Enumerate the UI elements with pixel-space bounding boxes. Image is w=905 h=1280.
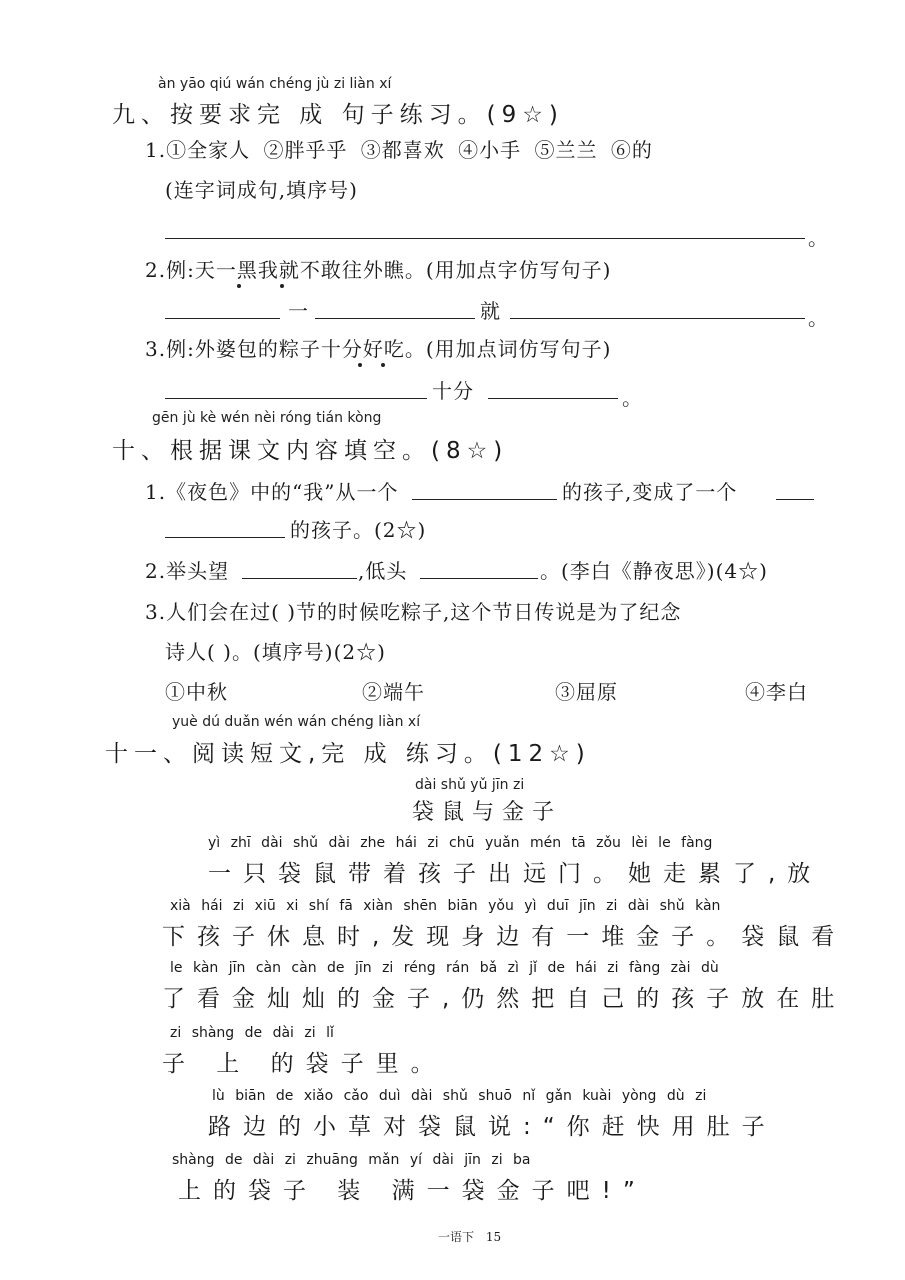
answer-blank-q9-3b[interactable]	[488, 398, 618, 399]
section9-q3-example: 3.例:外婆包的粽子十分好吃。(用加点词仿写句子)	[145, 337, 612, 361]
section10-title: 十、根据课文内容填空。(8☆)	[112, 438, 509, 464]
story-text-line: 下孩子休息时,发现身边有一堆金子。袋鼠看	[162, 924, 847, 950]
section10-q2-part-b: ,低头	[358, 559, 408, 583]
section9-pinyin: àn yāo qiú wán chéng jù zi liàn xí	[158, 76, 392, 92]
emphasis-dot	[280, 284, 284, 288]
answer-blank-q9-2a[interactable]	[165, 318, 280, 319]
answer-blank-q9-2c[interactable]	[510, 318, 805, 319]
section10-q3-line1: 3.人们会在过( )节的时候吃粽子,这个节日传说是为了纪念	[145, 600, 682, 624]
section10-q1-part-c: 的孩子。(2☆)	[290, 518, 427, 542]
story-text-line: 一只袋鼠带着孩子出远门。她走累了,放	[208, 861, 823, 887]
section9-q2-example: 2.例:天一黑我就不敢往外瞧。(用加点字仿写句子)	[145, 258, 612, 282]
story-text-line: 了看金灿灿的金子,仍然把自己的孩子放在肚	[162, 986, 847, 1012]
story-title-pinyin: dài shǔ yǔ jīn zi	[415, 777, 525, 793]
story-pinyin-line: le kàn jīn càn càn de jīn zi réng rán bǎ zì jǐ de hái zi fàng zài dù	[170, 960, 719, 976]
story-pinyin-line: xià hái zi xiū xi shí fā xiàn shēn biān yǒu yì duī jīn zi dài shǔ kàn	[170, 898, 721, 914]
answer-blank-q9-2b[interactable]	[315, 318, 475, 319]
emphasis-dot	[358, 363, 362, 367]
story-pinyin-line: shàng de dài zi zhuāng mǎn yí dài jīn zi ba	[172, 1152, 531, 1168]
footer-label	[438, 1228, 501, 1245]
story-text-line: 子 上 的袋子里。	[162, 1051, 446, 1077]
option-4: ④李白	[745, 680, 808, 704]
section9-title: 九、按要求完 成 句子练习。(9☆)	[112, 102, 564, 128]
answer-blank-q9-3a[interactable]	[165, 398, 427, 399]
option-3: ③屈原	[555, 680, 618, 704]
story-title: 袋鼠与金子	[412, 800, 563, 825]
section10-q3-line2: 诗人( )。(填序号)(2☆)	[165, 640, 386, 664]
option-1: ①中秋	[165, 680, 228, 704]
section11-title: 十一、阅读短文,完 成 练习。(12☆)	[105, 741, 591, 767]
story-pinyin-line: lù biān de xiǎo cǎo duì dài shǔ shuō nǐ gǎn kuài yòng dù zi	[212, 1088, 707, 1104]
word-jiu: 就	[480, 299, 501, 323]
answer-blank-q10-1b-cont[interactable]	[165, 537, 285, 538]
answer-blank-q9-1[interactable]	[165, 238, 805, 239]
section10-q1-part-a: 1.《夜色》中的“我”从一个	[145, 480, 399, 504]
footer-grade: 一语下	[438, 1230, 475, 1244]
answer-blank-q10-1a[interactable]	[412, 499, 557, 500]
section9-q1-items: 1.①全家人 ②胖乎乎 ③都喜欢 ④小手 ⑤兰兰 ⑥的	[145, 138, 653, 162]
end-mark: 。	[808, 306, 829, 330]
option-2: ②端午	[362, 680, 425, 704]
end-mark: 。	[622, 386, 643, 410]
story-pinyin-line: zi shàng de dài zi lǐ	[170, 1025, 334, 1041]
emphasis-dot	[237, 284, 241, 288]
answer-blank-q10-1b[interactable]	[776, 499, 814, 500]
story-text-line: 路边的小草对袋鼠说:“你赶快用肚子	[208, 1114, 777, 1140]
emphasis-dot	[381, 363, 385, 367]
section11-pinyin: yuè dú duǎn wén wán chéng liàn xí	[172, 714, 421, 730]
story-text-line: 上的袋子 装 满一袋金子吧!”	[178, 1178, 647, 1204]
page-number: 15	[485, 1230, 502, 1244]
answer-blank-q10-2b[interactable]	[420, 578, 538, 579]
section10-pinyin: gēn jù kè wén nèi róng tián kòng	[152, 410, 382, 426]
story-pinyin-line: yì zhī dài shǔ dài zhe hái zi chū yuǎn mén tā zǒu lèi le fàng	[208, 835, 713, 851]
end-mark: 。	[808, 226, 829, 250]
section10-q2-part-a: 2.举头望	[145, 559, 230, 583]
word-shifen: 十分	[432, 379, 474, 403]
section9-q1-instruction: (连字词成句,填序号)	[165, 178, 358, 202]
word-yi: 一	[288, 299, 309, 323]
section10-q2-part-c: 。(李白《静夜思》)(4☆)	[540, 559, 768, 583]
answer-blank-q10-2a[interactable]	[242, 578, 357, 579]
section10-q1-part-b: 的孩子,变成了一个	[562, 480, 738, 504]
